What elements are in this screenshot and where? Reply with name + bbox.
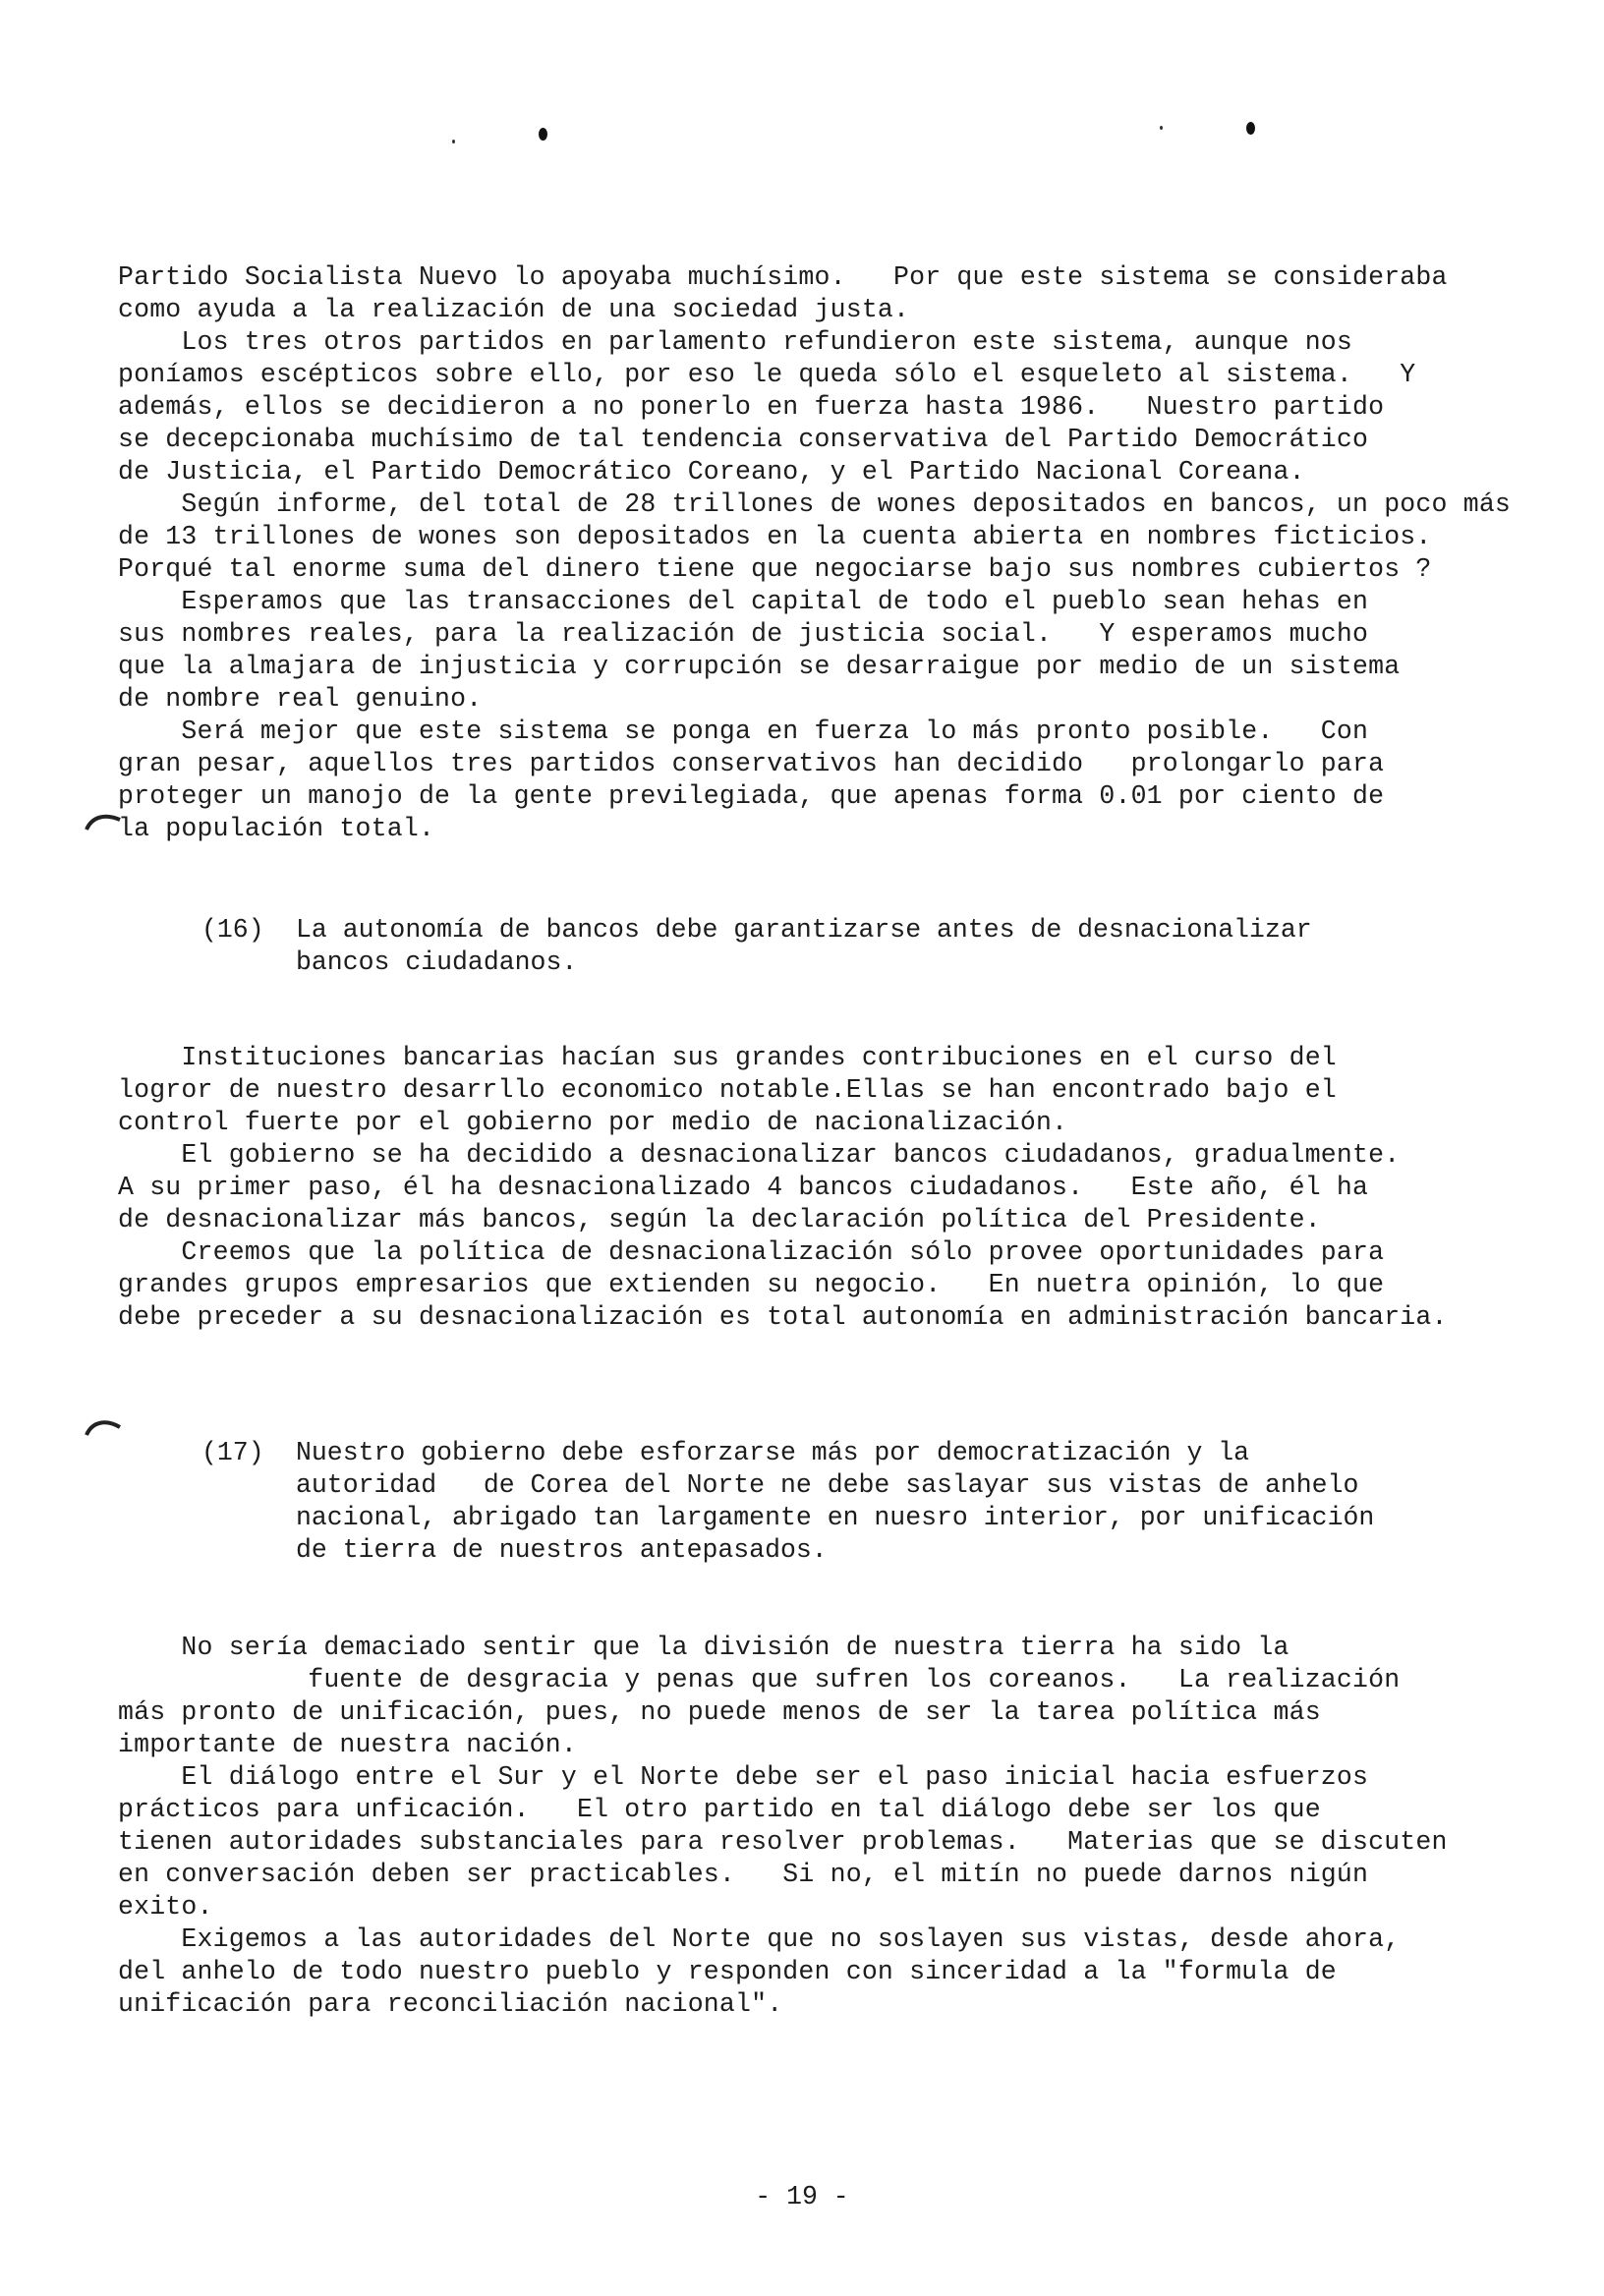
- text-line: fuente de desgracia y penas que sufren los coreanos. La realización: [118, 1665, 1401, 1694]
- text-line: la populación total.: [118, 814, 435, 843]
- punch-hole-mark-right: [1246, 122, 1255, 135]
- text-line: bancos ciudadanos.: [296, 947, 578, 977]
- margin-scribble-icon: [85, 1417, 124, 1439]
- page-number: - 19 -: [755, 2182, 849, 2211]
- text-line: Creemos que la política de desnacionalización sólo provee oportunidades para: [118, 1237, 1385, 1267]
- text-line: grandes grupos empresarios que extienden su negocio. En nuetra opinión, lo que: [118, 1270, 1385, 1299]
- text-line: de nombre real genuino.: [118, 684, 483, 714]
- speck-mark: [1160, 126, 1163, 130]
- text-line: nacional, abrigado tan largamente en nuesro interior, por unificación: [296, 1503, 1375, 1532]
- text-line: Los tres otros partidos en parlamento refundieron este sistema, aunque nos: [118, 327, 1353, 357]
- text-line: tienen autoridades substanciales para resolver problemas. Materias que se discuten: [118, 1827, 1448, 1857]
- section-17-heading: [201, 1437, 1479, 1567]
- text-line: Según informe, del total de 28 trillones de wones depositados en bancos, un poco más: [118, 489, 1512, 519]
- text-line: de Justicia, el Partido Democrático Coreano, y el Partido Nacional Coreana.: [118, 457, 1305, 487]
- text-line: más pronto de unificación, pues, no puede menos de ser la tarea política más: [118, 1697, 1321, 1727]
- text-line: Partido Socialista Nuevo lo apoyaba muchísimo. Por que este sistema se consideraba: [118, 262, 1448, 292]
- text-line: A su primer paso, él ha desnacionalizado 4 bancos ciudadanos. Este año, él ha: [118, 1173, 1369, 1202]
- section-16-heading: [201, 914, 1479, 979]
- text-line: La autonomía de bancos debe garantizarse antes de desnacionalizar: [296, 915, 1312, 945]
- text-line: logror de nuestro desarrllo economico notable.Ellas se han encontrado bajo el: [118, 1075, 1337, 1105]
- punch-hole-mark-left: [539, 128, 547, 141]
- text-line: El diálogo entre el Sur y el Norte debe ser el paso inicial hacia esfuerzos: [118, 1762, 1369, 1792]
- paragraph-block-2: [118, 1042, 1448, 1334]
- text-line: exito.: [118, 1892, 213, 1922]
- section-16-number: (16): [201, 915, 264, 945]
- text-line: Exigemos a las autoridades del Norte que no soslayen sus vistas, desde ahora,: [118, 1924, 1401, 1954]
- text-line: El gobierno se ha decidido a desnacionalizar bancos ciudadanos, gradualmente.: [118, 1140, 1401, 1170]
- text-line: como ayuda a la realización de una sociedad justa.: [118, 295, 910, 324]
- text-line: se decepcionaba muchísimo de tal tendencia conservativa del Partido Democrático: [118, 425, 1369, 454]
- text-line: No sería demaciado sentir que la división de nuestra tierra ha sido la: [118, 1633, 1289, 1662]
- section-16-title: [296, 914, 1312, 979]
- text-line: sus nombres reales, para la realización de justicia social. Y esperamos mucho: [118, 619, 1369, 649]
- text-line: Instituciones bancarias hacían sus grandes contribuciones en el curso del: [118, 1043, 1337, 1072]
- text-line: debe preceder a su desnacionalización es total autonomía en administración bancaria.: [118, 1302, 1448, 1332]
- text-line: Esperamos que las transacciones del capital de todo el pueblo sean hehas en: [118, 587, 1369, 616]
- speck-mark: [452, 140, 455, 144]
- text-line: en conversación deben ser practicables. Si no, el mitín no puede darnos nigún: [118, 1860, 1369, 1889]
- paragraph-block-1: [118, 261, 1511, 845]
- text-line: de tierra de nuestros antepasados.: [296, 1535, 828, 1565]
- paragraph-block-3: [118, 1632, 1448, 2021]
- text-line: proteger un manojo de la gente previlegiada, que apenas forma 0.01 por ciento de: [118, 781, 1385, 811]
- text-line: de 13 trillones de wones son depositados en la cuenta abierta en nombres ficticios.: [118, 522, 1432, 551]
- text-line: de desnacionalizar más bancos, según la declaración política del Presidente.: [118, 1205, 1321, 1234]
- text-line: Porqué tal enorme suma del dinero tiene que negociarse bajo sus nombres cubiertos ?: [118, 554, 1432, 584]
- text-line: importante de nuestra nación.: [118, 1730, 577, 1759]
- text-line: Nuestro gobierno debe esforzarse más por democratización y la: [296, 1438, 1250, 1467]
- text-line: control fuerte por el gobierno por medio de nacionalización.: [118, 1108, 1068, 1137]
- text-line: poníamos escépticos sobre ello, por eso le queda sólo el esqueleto al sistema. Y: [118, 360, 1416, 389]
- text-line: unificación para reconciliación nacional".: [118, 1989, 783, 2019]
- margin-scribble-icon: [85, 812, 124, 833]
- text-line: prácticos para unficación. El otro partido en tal diálogo debe ser los que: [118, 1795, 1321, 1824]
- text-line: que la almajara de injusticia y corrupción se desarraigue por medio de un sistema: [118, 652, 1401, 681]
- text-line: además, ellos se decidieron a no ponerlo en fuerza hasta 1986. Nuestro partido: [118, 392, 1385, 422]
- text-line: Será mejor que este sistema se ponga en fuerza lo más pronto posible. Con: [118, 717, 1369, 746]
- text-line: autoridad de Corea del Norte ne debe saslayar sus vistas de anhelo: [296, 1470, 1359, 1500]
- section-17-number: (17): [201, 1438, 264, 1467]
- section-17-title: [296, 1437, 1374, 1567]
- text-line: del anhelo de todo nuestro pueblo y responden con sinceridad a la "formula de: [118, 1957, 1337, 1986]
- text-line: gran pesar, aquellos tres partidos conservativos han decidido prolongarlo para: [118, 749, 1385, 778]
